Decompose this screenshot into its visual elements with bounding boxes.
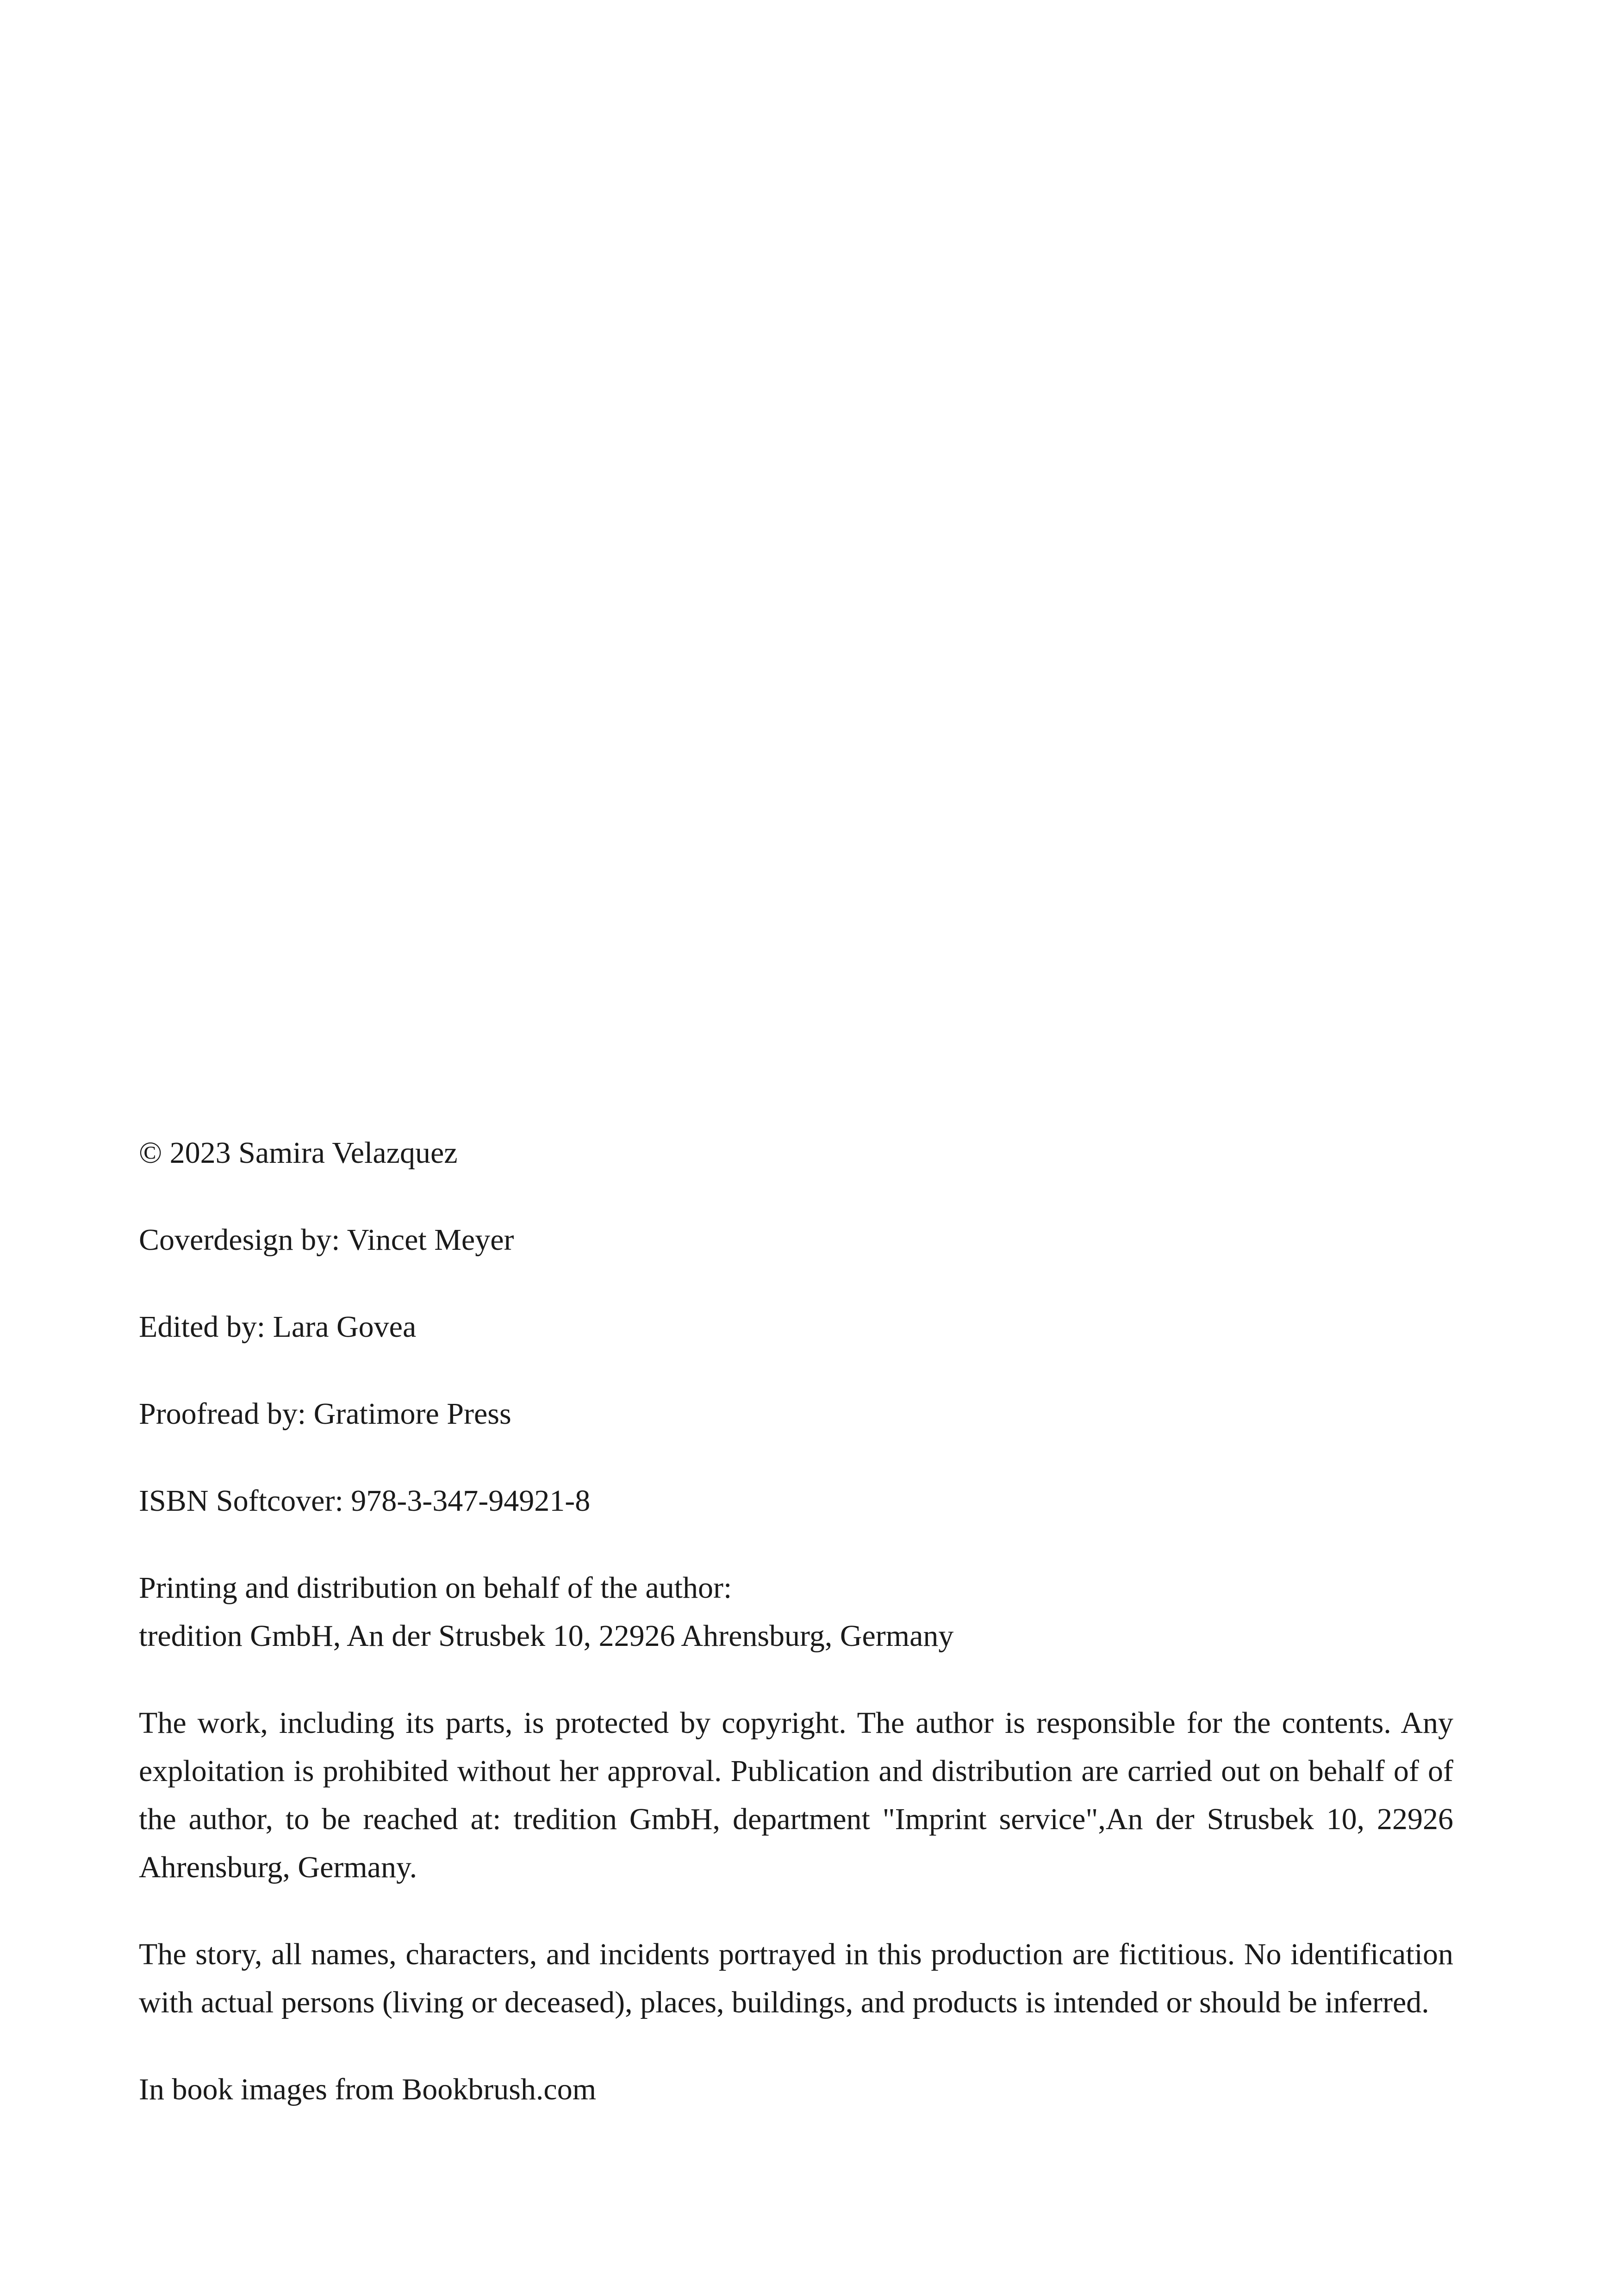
image-credit: In book images from Bookbrush.com — [139, 2073, 597, 2106]
copyright-line: © 2023 Samira Velazquez — [139, 1136, 458, 1170]
imprint-page-content — [139, 1129, 1453, 2153]
fiction-disclaimer: The story, all names, characters, and incidents portrayed in this production are fictitious. No identification with actual persons (living or deceased), places, buildings, and products is intended or should be inferred. — [139, 1937, 1453, 2019]
printing-distribution-label: Printing and distribution on behalf of the author: — [139, 1571, 732, 1605]
printing-distribution-block — [139, 1564, 1453, 1660]
publisher-address: tredition GmbH, An der Strusbek 10, 22926 Ahrensburg, Germany — [139, 1619, 954, 1653]
coverdesign-credit: Coverdesign by: Vincet Meyer — [139, 1223, 514, 1257]
copyright-notice: The work, including its parts, is protected by copyright. The author is responsible for the contents. Any exploitation is prohibited without her approval. Publication and distribution are carried out on behalf of of the author, to be reached at: tredition GmbH, department "Imprint service",An der Strusbek 10, 22926 Ahrensburg, Germany. — [139, 1706, 1453, 1884]
editor-credit: Edited by: Lara Govea — [139, 1310, 417, 1344]
isbn-line: ISBN Softcover: 978-3-347-94921-8 — [139, 1484, 591, 1518]
proofreader-credit: Proofread by: Gratimore Press — [139, 1397, 511, 1431]
